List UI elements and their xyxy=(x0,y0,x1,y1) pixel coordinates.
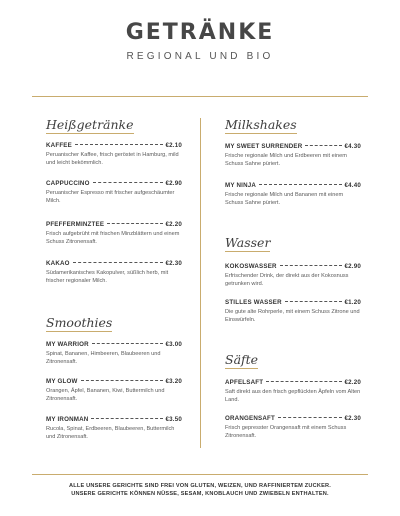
dotted-leader xyxy=(266,381,341,382)
dotted-leader xyxy=(93,182,163,183)
item-price: €2.10 xyxy=(165,142,182,149)
smoothies-list xyxy=(46,341,182,451)
page-title: GETRÄNKE xyxy=(125,20,275,45)
section-title-smoothies: Smoothies xyxy=(46,315,113,330)
dotted-leader xyxy=(75,144,163,145)
menu-item-apfelsaft xyxy=(225,379,361,404)
item-price: €2.30 xyxy=(344,415,361,422)
column-divider xyxy=(200,118,201,448)
milkshakes-list xyxy=(225,143,361,223)
menu-header xyxy=(0,20,400,62)
item-description: Orangen, Äpfel, Bananen, Kiwi, Buttermilch und Zitronensaft. xyxy=(46,388,165,402)
item-price: €2.20 xyxy=(165,221,182,228)
item-description: Peruanischer Kaffee, frisch geröstet in Hamburg, mild und leicht bekömmlich. xyxy=(46,152,179,166)
item-description: Südamerikanisches Kakopulver, süßlich herb, mit frischer regionaler Milch. xyxy=(46,270,169,284)
dotted-leader xyxy=(92,343,163,344)
menu-item-my-ninja xyxy=(225,182,361,207)
item-name: MY IRONMAN xyxy=(46,416,89,423)
section-saefte xyxy=(225,351,361,369)
item-price: €3.00 xyxy=(165,341,182,348)
section-title-heissgetraenke: Heißgetränke xyxy=(46,117,134,132)
item-price: €2.90 xyxy=(165,180,182,187)
menu-item-my-sweet-surrender xyxy=(225,143,361,168)
item-name: KAKAO xyxy=(46,260,70,267)
menu-item-orangensaft xyxy=(225,415,361,440)
item-name: APFELSAFT xyxy=(225,379,264,386)
item-name: KAFFEE xyxy=(46,142,72,149)
menu-item-stilles-wasser xyxy=(225,299,361,324)
dotted-leader xyxy=(73,262,163,263)
item-name: KOKOSWASSER xyxy=(225,263,277,270)
item-price: €4.30 xyxy=(344,143,361,150)
section-milkshakes xyxy=(225,116,361,134)
menu-item-my-ironman xyxy=(46,416,182,441)
item-price: €2.20 xyxy=(344,379,361,386)
item-price: €4.40 xyxy=(344,182,361,189)
dotted-leader xyxy=(259,184,341,185)
section-title-milkshakes: Milkshakes xyxy=(225,117,297,132)
item-description: Frische regionale Milch und Bananen mit einem Schuss Sahne püriert. xyxy=(225,192,344,206)
item-price: €1.20 xyxy=(344,299,361,306)
top-divider xyxy=(32,96,368,97)
item-name: ORANGENSAFT xyxy=(225,415,275,422)
dotted-leader xyxy=(81,380,163,381)
item-description: Frische regionale Milch und Erdbeeren mit einem Schuss Sahne püriert. xyxy=(225,153,347,167)
menu-item-kokoswasser xyxy=(225,263,361,288)
dotted-leader xyxy=(305,145,341,146)
wasser-list xyxy=(225,263,361,333)
notice-line-2: UNSERE GERICHTE KÖNNEN NÜSSE, SESAM, KNOBLAUCH UND ZWIEBELN ENTHALTEN. xyxy=(71,491,329,497)
saefte-list xyxy=(225,379,361,449)
menu-item-kaffee xyxy=(46,142,182,167)
heissgetraenke-list xyxy=(46,142,182,292)
item-description: Die gute alte Rohrperle, mit einem Schuss Zitrone und Einswürfeln. xyxy=(225,309,360,323)
item-description: Frisch gepresster Orangensaft mit einem Schuss Zitronensaft. xyxy=(225,425,347,439)
item-description: Erfrischender Drink, der direkt aus der Kokosnuss getrunken wird. xyxy=(225,273,349,287)
item-description: Frisch aufgebrüht mit frischen Minzblättern und einem Schuss Zitronensaft. xyxy=(46,231,180,245)
section-smoothies xyxy=(46,314,182,332)
item-description: Rucola, Spinat, Erdbeeren, Blaubeeren, Buttermilch und Zitronensaft. xyxy=(46,426,175,440)
item-name: MY NINJA xyxy=(225,182,257,189)
menu-item-my-glow xyxy=(46,378,182,403)
item-description: Peruanischer Espresso mit frischer aufgeschäumter Milch. xyxy=(46,190,175,204)
allergen-notice xyxy=(0,482,400,498)
item-name: MY SWEET SURRENDER xyxy=(225,143,303,150)
menu-item-kakao xyxy=(46,260,182,285)
menu-item-cappuccino xyxy=(46,180,182,205)
page-subtitle: REGIONAL UND BIO xyxy=(126,51,274,62)
dotted-leader xyxy=(107,223,162,224)
notice-line-1: ALLE UNSERE GERICHTE SIND FREI VON GLUTEN, WEIZEN, UND RAFFINIERTEM ZUCKER. xyxy=(68,483,332,489)
section-heissgetraenke xyxy=(46,116,182,134)
item-price: €3.50 xyxy=(165,416,182,423)
item-name: PFEFFERMINZTEE xyxy=(46,221,105,228)
item-description: Saft direkt aus den frisch gepflückten Äpfeln vom Alten Land. xyxy=(225,389,361,403)
item-price: €2.30 xyxy=(165,260,182,267)
item-price: €2.90 xyxy=(344,263,361,270)
bottom-divider xyxy=(32,474,368,475)
dotted-leader xyxy=(91,418,162,419)
menu-item-my-warrior xyxy=(46,341,182,366)
item-price: €3.20 xyxy=(165,378,182,385)
item-name: MY GLOW xyxy=(46,378,78,385)
section-title-wasser: Wasser xyxy=(225,235,271,250)
dotted-leader xyxy=(280,265,342,266)
item-name: MY WARRIOR xyxy=(46,341,89,348)
item-description: Spinat, Bananen, Himbeeren, Blaubeeren und Zitronensaft. xyxy=(46,351,161,365)
section-title-saefte: Säfte xyxy=(225,352,259,367)
dotted-leader xyxy=(285,301,342,302)
dotted-leader xyxy=(278,417,342,418)
item-name: CAPPUCCINO xyxy=(46,180,90,187)
menu-item-pfefferminztee xyxy=(46,221,182,246)
item-name: STILLES WASSER xyxy=(225,299,282,306)
section-wasser xyxy=(225,234,361,252)
